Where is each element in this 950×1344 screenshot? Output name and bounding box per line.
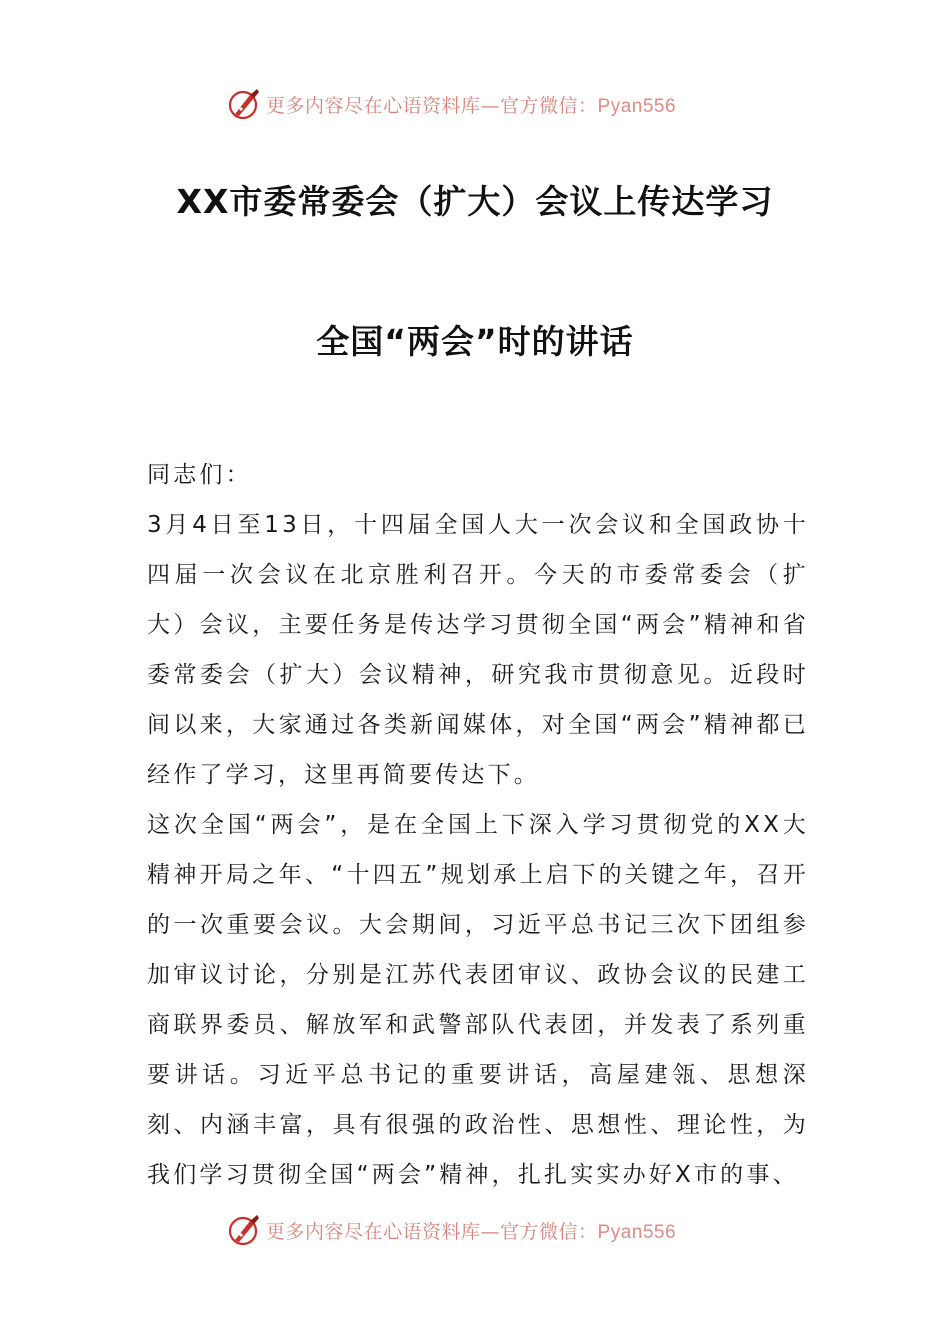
pen-nib-logo-icon <box>226 1212 262 1248</box>
header-watermark <box>226 84 746 124</box>
document-title-line-1: XX市委常委会（扩大）会议上传达学习 <box>176 182 774 221</box>
watermark-text: 更多内容尽在心语资料库—官方微信：Pyan556 <box>266 1220 677 1243</box>
watermark-wechat-id: Pyan556 <box>597 1221 677 1243</box>
watermark-text: 更多内容尽在心语资料库—官方微信：Pyan556 <box>266 94 677 117</box>
document-title-line-2: 全国“两会”时的讲话 <box>316 322 634 361</box>
paragraph: 3月4日至13日，十四届全国人大一次会议和全国政协十四届一次会议在北京胜利召开。今天的市委常委会（扩大）会议，主要任务是传达学习贯彻全国“两会”精神和省委常委会（扩大）会议精神，研究我市贯彻意见。近段时间以来，大家通过各类新闻媒体，对全国“两会”精神都已经作了学习，这里再简要传达下。 <box>147 512 809 788</box>
footer-watermark <box>226 1210 746 1250</box>
watermark-wechat-id: Pyan556 <box>597 95 677 117</box>
salutation: 同志们： <box>147 462 252 488</box>
paragraph: 这次全国“两会”，是在全国上下深入学习贯彻党的XX大精神开局之年、“十四五”规划承上启下的关键之年，召开的一次重要会议。大会期间，习近平总书记三次下团组参加审议讨论，分别是江苏代表团审议、政协会议的民建工商联界委员、解放军和武警部队代表团，并发表了系列重要讲话。习近平总书记的重要讲话，高屋建瓴、思想深刻、内涵丰富，具有很强的政治性、思想性、理论性，为我们学习贯彻全国“两会”精神，扎扎实实办好X市的事、 <box>147 812 809 1188</box>
pen-nib-logo-icon <box>226 86 262 122</box>
document-body <box>147 450 809 1200</box>
